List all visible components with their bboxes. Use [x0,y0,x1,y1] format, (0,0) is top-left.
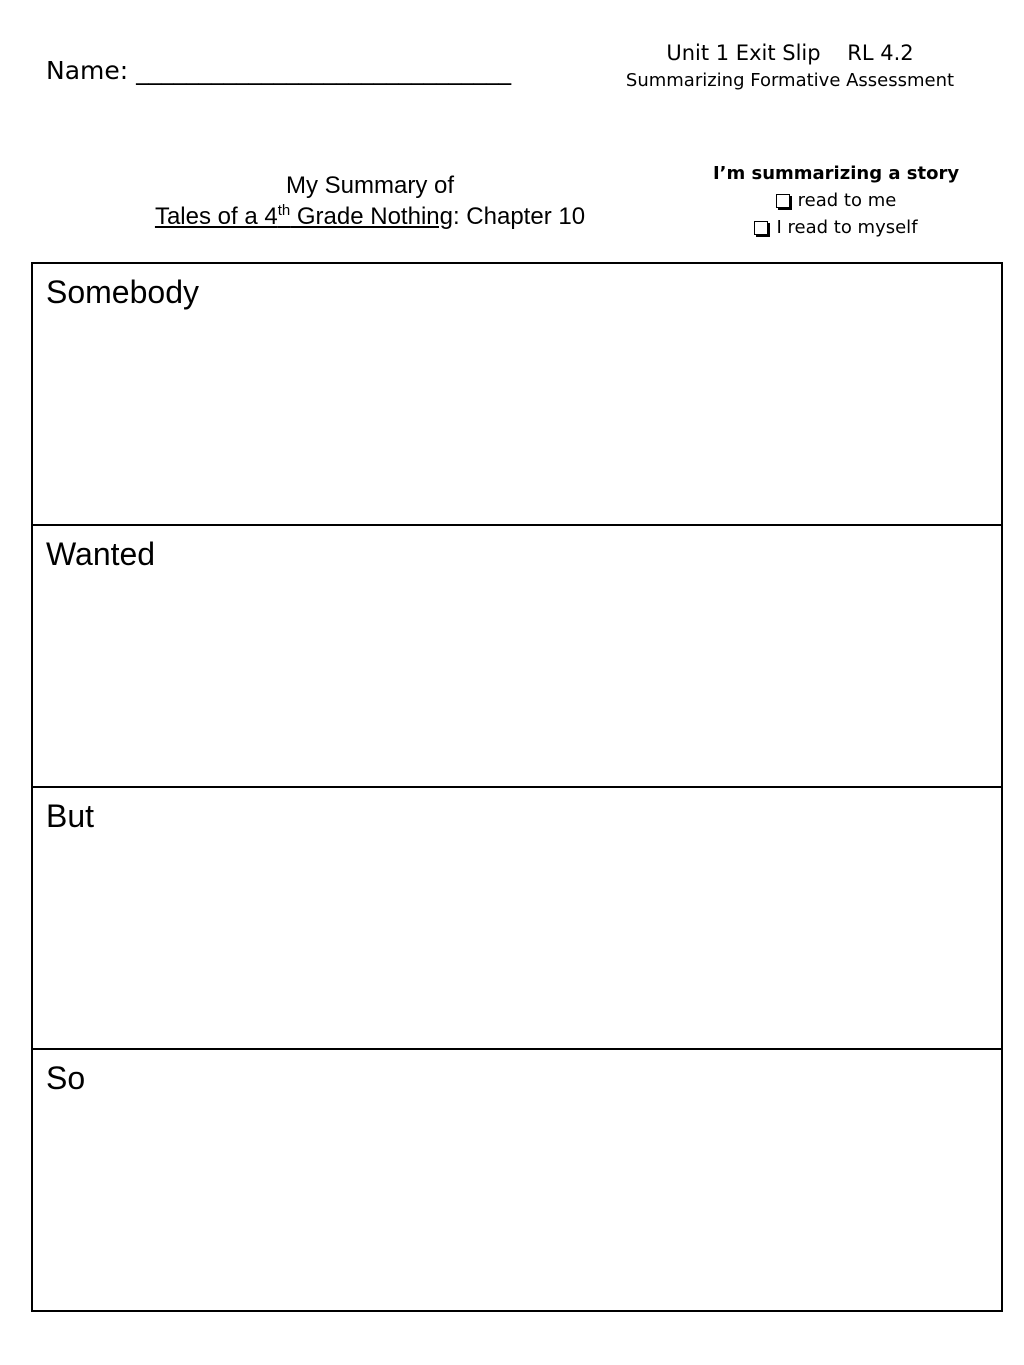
checkbox-icon[interactable] [776,194,790,208]
summary-heading [100,170,640,232]
row-somebody[interactable] [33,264,1001,526]
chapter-label: : Chapter 10 [452,203,586,230]
row-label: So [46,1060,86,1096]
row-so[interactable] [33,1050,1001,1310]
story-mode-heading: I’m summarizing a story [712,163,960,184]
story-mode-options [690,160,982,241]
header-title-block [600,38,980,94]
row-label: Wanted [46,536,156,572]
summary-heading-line1: My Summary of [285,172,455,199]
exit-slip-subtitle: Summarizing Formative Assessment [625,70,955,91]
checkbox-icon[interactable] [754,221,768,235]
row-label: Somebody [46,274,199,310]
option-read-to-myself[interactable] [690,214,982,241]
option-read-to-me[interactable] [690,187,982,214]
summary-heading-line2 [100,201,640,232]
row-but[interactable] [33,788,1001,1050]
book-title: Tales of a 4th Grade Nothing [154,202,453,230]
row-label: But [46,798,95,834]
exit-slip-title: Unit 1 Exit Slip RL 4.2 [666,41,914,65]
option-label: read to me [797,190,897,211]
option-label: I read to myself [776,217,918,238]
row-wanted[interactable] [33,526,1001,788]
name-field-label[interactable]: Name: ______________________________ [46,56,512,85]
summary-table [31,262,1003,1312]
